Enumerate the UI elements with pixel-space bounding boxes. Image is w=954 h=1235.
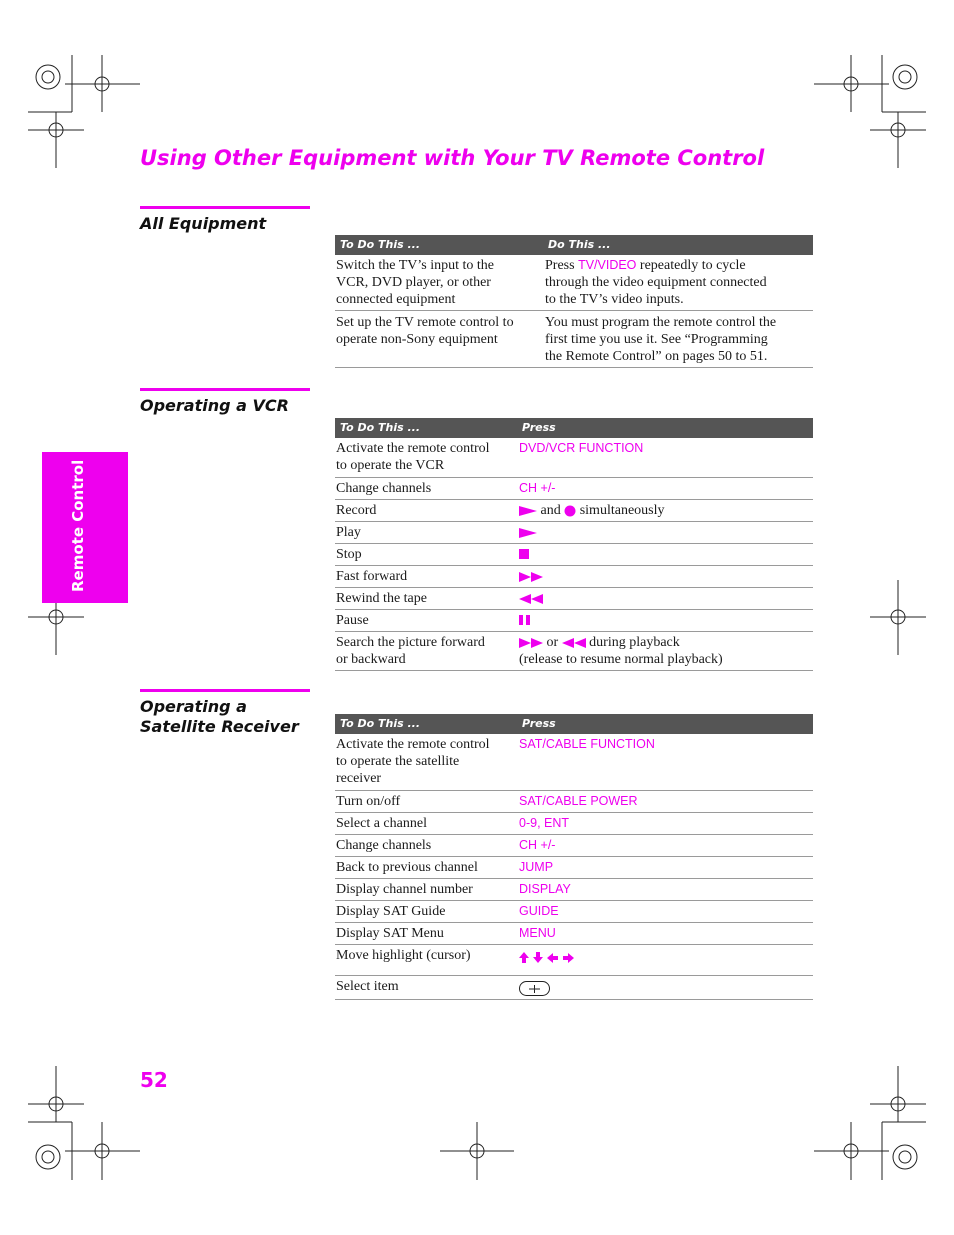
- table-row: Display channel number DISPLAY: [335, 879, 813, 901]
- section-heading-vcr: Operating a VCR: [140, 396, 289, 415]
- satellite-table: [335, 714, 813, 1000]
- table-row: Rewind the tape: [335, 588, 813, 610]
- button-label: TV/VIDEO: [578, 258, 637, 272]
- button-label: GUIDE: [519, 904, 559, 918]
- button-label: SAT/CABLE POWER: [519, 794, 638, 808]
- table-row: Change channels CH +/-: [335, 835, 813, 857]
- table-row: Display SAT Guide GUIDE: [335, 901, 813, 923]
- page-number: 52: [140, 1068, 168, 1092]
- table-row: Select item: [335, 976, 813, 1000]
- play-icon: [519, 505, 537, 517]
- col-header-action: Do This ...: [548, 238, 611, 251]
- button-label: MENU: [519, 926, 556, 940]
- section-rule: [140, 388, 310, 391]
- side-tab-label: Remote Control: [69, 459, 87, 592]
- table-row: Select a channel 0-9, ENT: [335, 813, 813, 835]
- button-label: JUMP: [519, 860, 554, 874]
- rewind-icon: [562, 637, 586, 649]
- rewind-icon: [519, 593, 543, 605]
- table-header: [335, 235, 813, 255]
- button-label: 0-9, ENT: [519, 816, 570, 830]
- table-row: [335, 255, 813, 311]
- button-label: SAT/CABLE FUNCTION: [519, 737, 655, 751]
- vcr-table: [335, 418, 813, 671]
- table-row: Move highlight (cursor): [335, 945, 813, 976]
- table-row: Record and simultaneously: [335, 500, 813, 522]
- all-equipment-table: [335, 235, 813, 368]
- table-row: Display SAT Menu MENU: [335, 923, 813, 945]
- fast-forward-icon: [519, 637, 543, 649]
- action-cell: You must program the remote control the first time you use it. See “Programming the Remote Control” on pages 50 to 51.: [545, 315, 777, 364]
- button-label: CH +/-: [519, 481, 556, 495]
- action-cell: Press TV/VIDEO repeatedly to cycle through the video equipment connected to the TV’s video inputs.: [545, 258, 767, 307]
- table-row: Fast forward: [335, 566, 813, 588]
- table-row: Activate the remote control to operate the VCR DVD/VCR FUNCTION: [335, 438, 813, 478]
- col-header-task: To Do This ...: [340, 238, 421, 251]
- task-cell: Switch the TV’s input to the VCR, DVD player, or other connected equipment: [336, 258, 495, 307]
- table-row: Change channels CH +/-: [335, 478, 813, 500]
- table-row: Play: [335, 522, 813, 544]
- fast-forward-icon: [519, 571, 543, 583]
- table-row: Activate the remote control to operate the satellite receiver SAT/CABLE FUNCTION: [335, 734, 813, 791]
- table-row: [335, 311, 813, 368]
- page-title: Using Other Equipment with Your TV Remote Control: [140, 146, 765, 170]
- arrow-keys-icon: [519, 952, 581, 964]
- col-header-task: To Do This ...: [340, 717, 421, 730]
- table-header: [335, 418, 813, 438]
- play-icon: [519, 527, 537, 539]
- section-rule: [140, 206, 310, 209]
- section-heading-satellite: Operating a Satellite Receiver: [140, 697, 299, 736]
- select-button-icon: [519, 981, 551, 997]
- side-tab: [42, 452, 128, 603]
- table-row: Turn on/off SAT/CABLE POWER: [335, 791, 813, 813]
- button-label: CH +/-: [519, 838, 556, 852]
- record-icon: [564, 505, 576, 517]
- col-header-task: To Do This ...: [340, 421, 421, 434]
- stop-icon: [519, 549, 530, 560]
- col-header-press: Press: [522, 717, 556, 730]
- task-cell: Set up the TV remote control to operate non-Sony equipment: [336, 315, 514, 347]
- pause-icon: [519, 615, 531, 626]
- table-row: Search the picture forward or backward or during playback (release to resume normal playback): [335, 632, 813, 671]
- button-label: DISPLAY: [519, 882, 571, 896]
- section-rule: [140, 689, 310, 692]
- table-row: Stop: [335, 544, 813, 566]
- table-header: [335, 714, 813, 734]
- button-label: DVD/VCR FUNCTION: [519, 441, 644, 455]
- col-header-press: Press: [522, 421, 556, 434]
- section-heading-all-equipment: All Equipment: [140, 214, 267, 233]
- table-row: Back to previous channel JUMP: [335, 857, 813, 879]
- table-row: Pause: [335, 610, 813, 632]
